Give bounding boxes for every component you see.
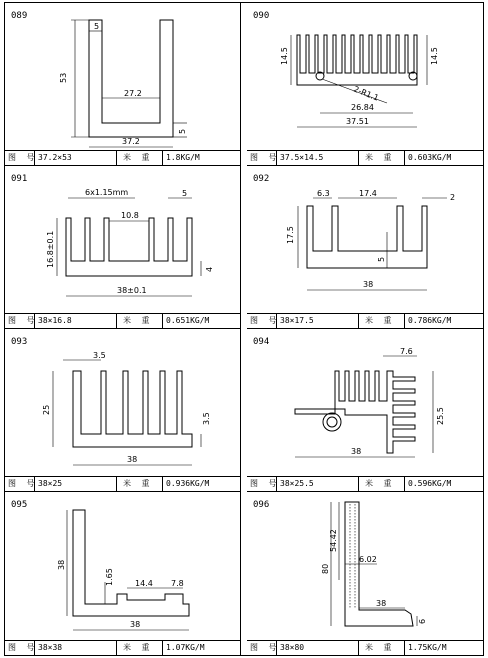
weight-value: 0.596KG/M bbox=[408, 479, 452, 488]
drawing-no-label: 图 号 bbox=[5, 477, 35, 491]
weight-value: 0.603KG/M bbox=[408, 153, 452, 162]
drawing-size: 38×80 bbox=[277, 641, 359, 655]
dim-thickness: 6.02 bbox=[359, 555, 377, 564]
dim-wall: 5 bbox=[94, 22, 100, 31]
profile-drawing-093 bbox=[5, 329, 241, 479]
profile-card-089 bbox=[5, 3, 241, 166]
profile-card-092 bbox=[247, 166, 483, 329]
weight-label: 米 重 bbox=[359, 477, 405, 491]
dim-gap: 10.8 bbox=[121, 211, 139, 220]
profile-card-090 bbox=[247, 3, 483, 166]
weight-value: 1.75KG/M bbox=[408, 643, 447, 652]
dim-width: 38 bbox=[130, 620, 141, 629]
profile-card-091 bbox=[5, 166, 241, 329]
profile-code: 090 bbox=[253, 11, 270, 21]
info-row bbox=[5, 476, 240, 491]
weight-label: 米 重 bbox=[359, 314, 405, 328]
dim-inner: 26.84 bbox=[351, 103, 374, 112]
profile-code: 096 bbox=[253, 500, 270, 510]
dim-base: 6 bbox=[418, 618, 427, 624]
dim-top: 3.5 bbox=[93, 351, 106, 360]
dim-top: 7.6 bbox=[400, 347, 413, 356]
dim-width: 37.51 bbox=[346, 117, 369, 126]
weight-label: 米 重 bbox=[117, 151, 163, 165]
dim-base: 5 bbox=[377, 256, 386, 262]
dim-radius: 2-R1.1 bbox=[352, 84, 380, 103]
dim-height-right: 14.5 bbox=[430, 47, 439, 65]
info-row bbox=[247, 640, 483, 655]
profile-card-093 bbox=[5, 329, 241, 492]
dim-base: 4 bbox=[205, 266, 214, 272]
profile-card-095 bbox=[5, 492, 241, 655]
dim-width: 38 bbox=[376, 599, 387, 608]
dim-width: 37.2 bbox=[122, 137, 140, 146]
dim-height: 53 bbox=[59, 72, 68, 83]
drawing-size: 37.5×14.5 bbox=[277, 151, 359, 165]
dim-a: 14.4 bbox=[135, 579, 153, 588]
weight-value: 0.936KG/M bbox=[166, 479, 210, 488]
profile-drawing-096 bbox=[247, 492, 483, 642]
profile-code: 092 bbox=[253, 174, 270, 184]
profile-card-096 bbox=[247, 492, 483, 655]
dim-height: 38 bbox=[57, 559, 66, 570]
dim-height: 25 bbox=[42, 404, 51, 415]
weight-value: 1.07KG/M bbox=[166, 643, 205, 652]
dim-height: 16.8±0.1 bbox=[46, 230, 55, 268]
drawing-no-label: 图 号 bbox=[247, 477, 277, 491]
weight-label: 米 重 bbox=[359, 641, 405, 655]
dim-height: 17.5 bbox=[286, 226, 295, 244]
weight-value: 1.8KG/M bbox=[166, 153, 200, 162]
info-row bbox=[5, 640, 240, 655]
drawing-size: 38×25.5 bbox=[277, 477, 359, 491]
profile-card-094 bbox=[247, 329, 483, 492]
profile-code: 094 bbox=[253, 337, 270, 347]
drawing-size: 38×16.8 bbox=[35, 314, 117, 328]
profile-drawing-092 bbox=[247, 166, 483, 316]
drawing-no-label: 图 号 bbox=[5, 641, 35, 655]
dim-height: 25.5 bbox=[436, 407, 445, 425]
dim-width: 38 bbox=[351, 447, 362, 456]
dim-c: 2 bbox=[450, 193, 456, 202]
profile-drawing-091 bbox=[5, 166, 241, 316]
dim-base: 5 bbox=[178, 128, 187, 134]
drawing-no-label: 图 号 bbox=[5, 151, 35, 165]
drawing-no-label: 图 号 bbox=[5, 314, 35, 328]
profile-code: 091 bbox=[11, 174, 28, 184]
info-row bbox=[5, 313, 240, 328]
profile-drawing-095 bbox=[5, 492, 241, 642]
profile-drawing-094 bbox=[247, 329, 483, 479]
info-row bbox=[247, 150, 483, 165]
weight-label: 米 重 bbox=[117, 314, 163, 328]
dim-width: 38±0.1 bbox=[117, 286, 147, 295]
drawing-size: 37.2×53 bbox=[35, 151, 117, 165]
weight-value: 0.651KG/M bbox=[166, 316, 210, 325]
info-row bbox=[247, 476, 483, 491]
profile-drawing-090 bbox=[247, 3, 483, 153]
catalog-sheet bbox=[4, 2, 484, 656]
dim-a: 6.3 bbox=[317, 189, 330, 198]
dim-fins: 6x1.15mm bbox=[85, 188, 129, 197]
dim-thickness: 1.65 bbox=[105, 568, 114, 586]
weight-label: 米 重 bbox=[359, 151, 405, 165]
dim-height-2: 54.42 bbox=[329, 529, 338, 552]
dim-b: 7.8 bbox=[171, 579, 184, 588]
profile-code: 089 bbox=[11, 11, 28, 21]
drawing-size: 38×25 bbox=[35, 477, 117, 491]
dim-top: 5 bbox=[182, 189, 188, 198]
profile-code: 093 bbox=[11, 337, 28, 347]
info-row bbox=[247, 313, 483, 328]
drawing-no-label: 图 号 bbox=[247, 314, 277, 328]
dim-inner: 27.2 bbox=[124, 89, 142, 98]
dim-base: 3.5 bbox=[202, 412, 211, 425]
drawing-no-label: 图 号 bbox=[247, 641, 277, 655]
drawing-size: 38×38 bbox=[35, 641, 117, 655]
dim-height-left: 14.5 bbox=[280, 47, 289, 65]
profile-code: 095 bbox=[11, 500, 28, 510]
drawing-no-label: 图 号 bbox=[247, 151, 277, 165]
dim-width: 38 bbox=[127, 455, 138, 464]
weight-label: 米 重 bbox=[117, 641, 163, 655]
dim-width: 38 bbox=[363, 280, 374, 289]
info-row bbox=[5, 150, 240, 165]
profile-drawing-089 bbox=[5, 3, 241, 153]
weight-value: 0.786KG/M bbox=[408, 316, 452, 325]
dim-height: 80 bbox=[321, 563, 330, 574]
dim-b: 17.4 bbox=[359, 189, 377, 198]
drawing-size: 38×17.5 bbox=[277, 314, 359, 328]
weight-label: 米 重 bbox=[117, 477, 163, 491]
